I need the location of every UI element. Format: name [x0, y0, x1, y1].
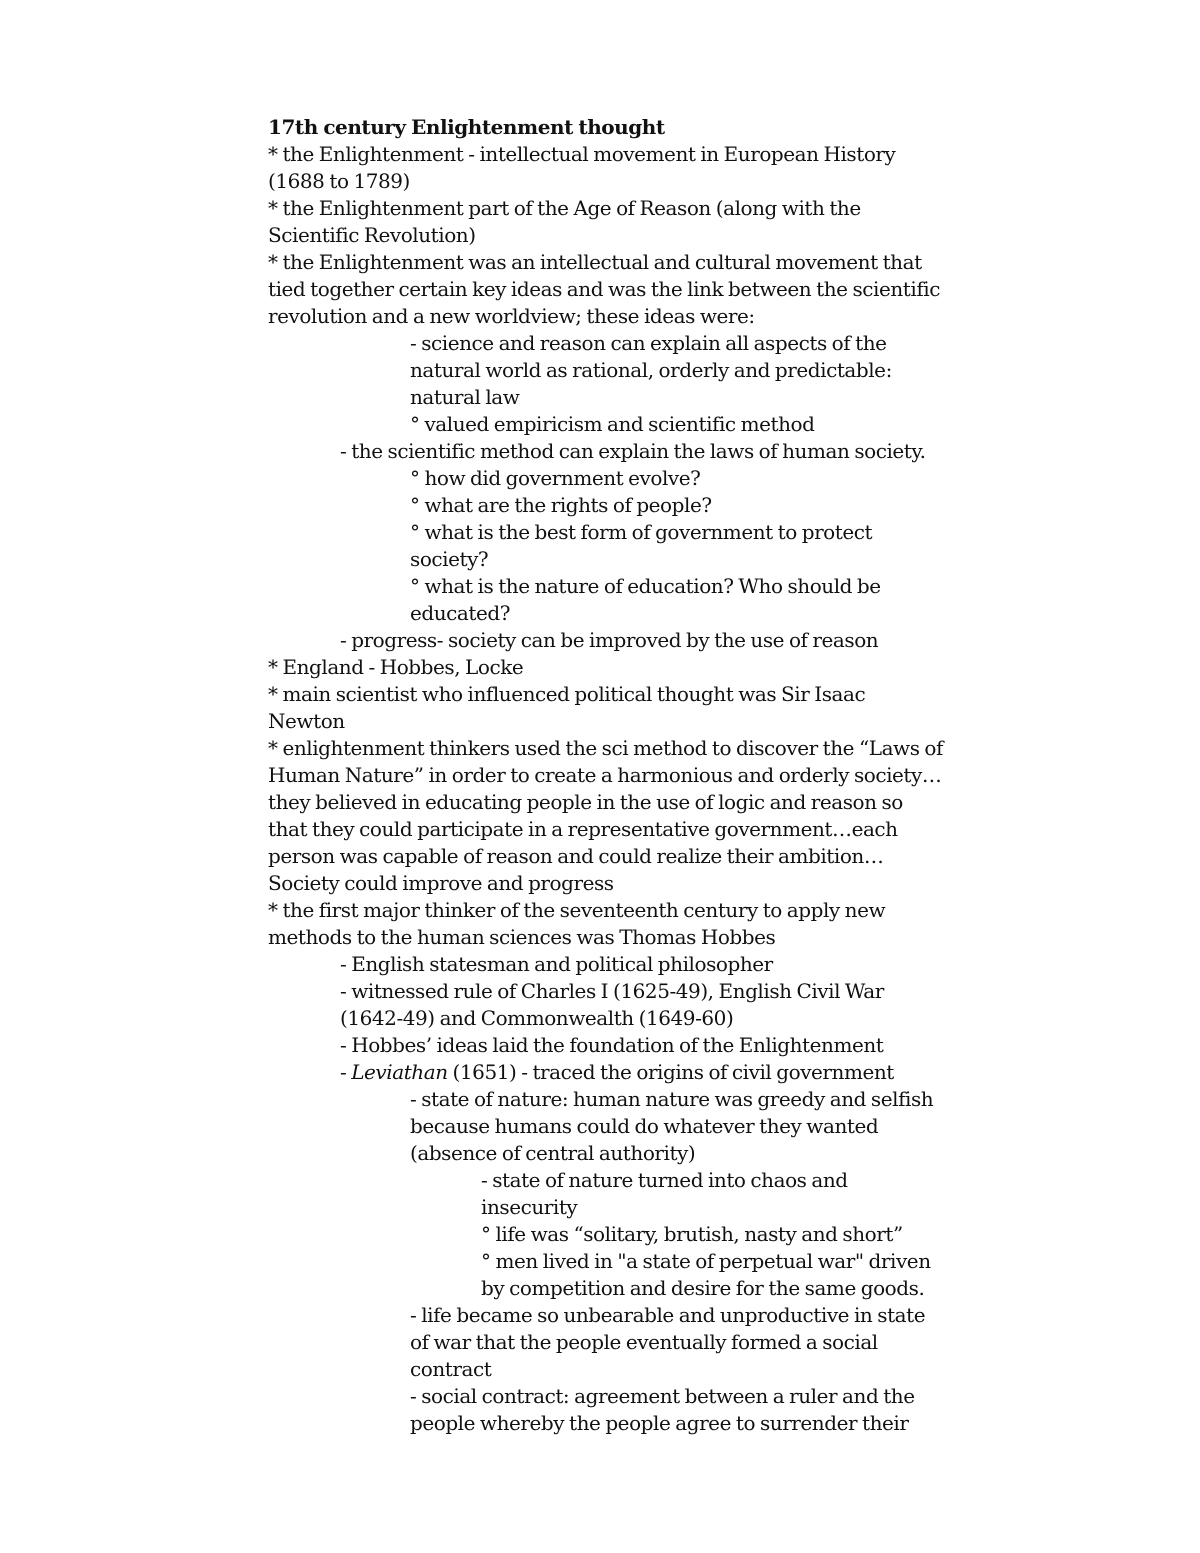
text-line: Society could improve and progress [268, 871, 614, 895]
text-suffix: (1651) - traced the origins of civil government [447, 1060, 894, 1084]
text-line: - state of nature turned into chaos and [481, 1168, 848, 1192]
text-line: ° what is the best form of government to protect [410, 520, 873, 544]
text-line: ° what is the nature of education? Who should be [410, 574, 881, 598]
text-line: * the Enlightenment - intellectual movement in European History [268, 142, 896, 166]
text-line: society? [410, 547, 489, 571]
text-line: tied together certain key ideas and was the link between the scientific [268, 277, 940, 301]
text-line: ° what are the rights of people? [410, 493, 712, 517]
text-line: people whereby the people agree to surrender their [410, 1411, 909, 1435]
text-line: ° men lived in "a state of perpetual war" driven [481, 1249, 931, 1273]
text-line: * England - Hobbes, Locke [268, 655, 524, 679]
text-line: insecurity [481, 1195, 578, 1219]
text-line: * enlightenment thinkers used the sci method to discover the “Laws of [268, 736, 943, 760]
text-line: * the Enlightenment part of the Age of Reason (along with the [268, 196, 861, 220]
text-line: of war that the people eventually formed a social [410, 1330, 878, 1354]
document-body [268, 114, 948, 1437]
text-line: Human Nature” in order to create a harmonious and orderly society… [268, 763, 942, 787]
book-title: Leviathan [351, 1060, 448, 1084]
text-line-leviathan [268, 1059, 948, 1086]
text-line: by competition and desire for the same goods. [481, 1276, 925, 1300]
text-line: natural law [410, 385, 520, 409]
text-line: - life became so unbearable and unproductive in state [410, 1303, 926, 1327]
text-line: - science and reason can explain all aspects of the [410, 331, 887, 355]
text-line: - the scientific method can explain the laws of human society. [340, 439, 926, 463]
text-line: ° valued empiricism and scientific method [410, 412, 815, 436]
text-line: - witnessed rule of Charles I (1625-49), English Civil War [340, 979, 884, 1003]
text-line: methods to the human sciences was Thomas Hobbes [268, 925, 776, 949]
text-line: that they could participate in a representative government…each [268, 817, 898, 841]
text-line: they believed in educating people in the use of logic and reason so [268, 790, 903, 814]
text-line: - progress- society can be improved by the use of reason [340, 628, 879, 652]
text-line: (1688 to 1789) [268, 169, 410, 193]
text-line: * main scientist who influenced political thought was Sir Isaac [268, 682, 866, 706]
text-line: * the Enlightenment was an intellectual and cultural movement that [268, 250, 922, 274]
text-line: - English statesman and political philosopher [340, 952, 773, 976]
text-line: - state of nature: human nature was greedy and selfish [410, 1087, 934, 1111]
text-line: (absence of central authority) [410, 1141, 696, 1165]
text-line: because humans could do whatever they wanted [410, 1114, 879, 1138]
text-line: person was capable of reason and could realize their ambition… [268, 844, 884, 868]
text-prefix: - [340, 1060, 352, 1084]
text-line: (1642-49) and Commonwealth (1649-60) [340, 1006, 734, 1030]
document-title: 17th century Enlightenment thought [268, 115, 665, 139]
text-line: revolution and a new worldview; these ideas were: [268, 304, 755, 328]
text-line: educated? [410, 601, 510, 625]
text-line: Scientific Revolution) [268, 223, 476, 247]
text-line: ° how did government evolve? [410, 466, 701, 490]
text-line: - social contract: agreement between a ruler and the [410, 1384, 915, 1408]
text-line: contract [410, 1357, 492, 1381]
text-line: Newton [268, 709, 345, 733]
text-line: ° life was “solitary, brutish, nasty and short” [481, 1222, 903, 1246]
text-line: * the first major thinker of the seventeenth century to apply new [268, 898, 886, 922]
text-line: - Hobbes’ ideas laid the foundation of the Enlightenment [340, 1033, 884, 1057]
text-line: natural world as rational, orderly and predictable: [410, 358, 892, 382]
